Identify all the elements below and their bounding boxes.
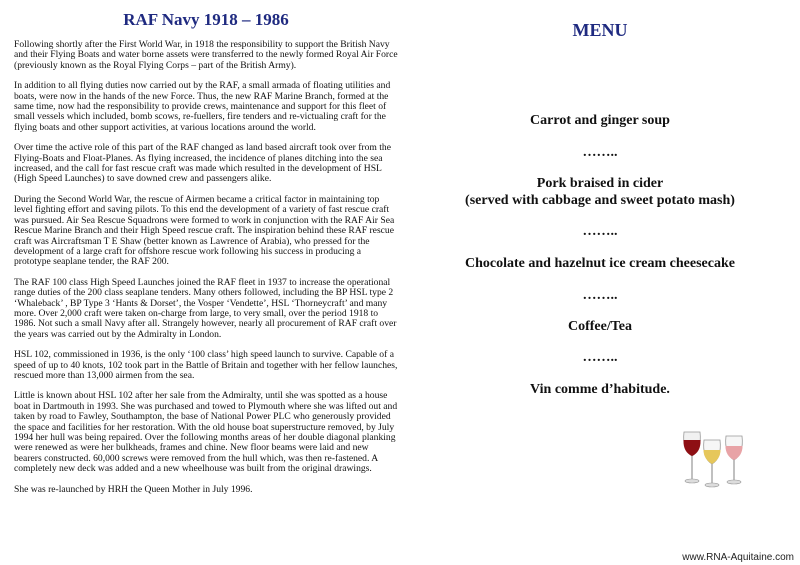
wine-glasses-icon	[680, 428, 748, 490]
menu-separator: ……..	[582, 288, 618, 303]
menu-item-starter: Carrot and ginger soup	[530, 113, 670, 128]
menu-item-dessert: Chocolate and hazelnut ice cream cheesecake	[465, 256, 735, 271]
article-paragraph: Little is known about HSL 102 after her sale from the Admiralty, until she was spotted as a house boat in Dartmouth in 1993. She was purchased and towed to Plymouth where she was lifted out and taken by road to Fawley, Southampton, the base of National Power PLC who generously provided the space and facilities for her restoration. With the old house boat superstructure removed, by July 1994 her hull was being repaired. Over the following months areas of her double diagonal planking were renewed as were her bulkheads, frames and chine. New floor beams were laid and new bearers constructed. 60,000 screws were removed from the hull which, was then re-fastened. A completely new deck was added and a new wheelhouse was built from the original drawings.	[14, 390, 398, 475]
article-paragraph: The RAF 100 class High Speed Launches joined the RAF fleet in 1937 to increase the operational range duties of the 200 class seaplane tenders. Many others followed, including the BP HSL type 2 ‘Whaleback’ , BP Type 3 ‘Hants & Dorset’, the Vosper ‘Vendette’, HSL ‘Thorneycraft’ and many more. Over 2,000 craft were taken on-charge from large, to very small, over the period 1918 to 1986. Not such a small Navy after all. Strangely however, nearly all procurement of RAF craft over the years was carried out by the Admiralty in London.	[14, 276, 397, 340]
menu-item-main: Pork braised in cider	[536, 176, 664, 191]
article-title: RAF Navy 1918 – 1986	[123, 10, 289, 29]
article-paragraph: In addition to all flying duties now carried out by the RAF, a small armada of floating utilities and boats, were now in the hands of the new Force. Thus, the new RAF Marine Branch, formed at the same time, now had the responsibility to provide crews, maintenance and support for this fleet of small vessels which included, bomb scows, re-fuellers, fire tenders and re-victualing craft for the flying boats and other support activities, at various locations around the world.	[14, 80, 391, 133]
menu-separator: ……..	[582, 350, 618, 365]
article-paragraph: She was re-launched by HRH the Queen Mother in July 1996.	[14, 483, 253, 495]
menu-separator: ……..	[582, 145, 618, 160]
article-paragraph: Following shortly after the First World War, in 1918 the responsibility to support the British Navy and their Flying Boats and water borne assets were transferred to the newly formed Royal Air Force (previously known as the Royal Flying Corps – part of the British Army).	[14, 39, 398, 71]
article-paragraph: During the Second World War, the rescue of Airmen became a critical factor in maintaining top level fighting effort and saving pilots. To this end the development of a variety of fast rescue craft was pursued. Air Sea Rescue Squadrons were formed to work in conjunction with the RAF Air Sea Rescue Marine Branch and their High Speed rescue craft. The inspiration behind these RAF rescue craft was Aircraftsman T E Shaw (better known as Lawrence of Arabia), who pressed for the development of a large craft for offshore rescue work following his success in producing a prototype seaplane tender, the RAF 200.	[14, 193, 395, 268]
menu-item-coffee: Coffee/Tea	[567, 319, 633, 334]
menu-title: MENU	[572, 20, 628, 40]
menu-item-main-detail: (served with cabbage and sweet potato mash)	[465, 193, 735, 208]
menu-item-wine: Vin comme d’habitude.	[530, 382, 670, 397]
menu-separator: ……..	[582, 224, 618, 239]
article-column	[14, 6, 398, 505]
article-paragraph: HSL 102, commissioned in 1936, is the only ‘100 class’ high speed launch to survive. Capable of a speed of up to 40 knots, 102 took part in the Battle of Britain and together with her fellow launches, rescued more than 13,000 airmen from the sea.	[14, 349, 398, 381]
footer-website: www.RNA-Aquitaine.com	[682, 552, 794, 563]
article-paragraph: Over time the active role of this part of the RAF changed as land based aircraft took over from the Flying-Boats and Float-Planes. As flying increased, the incidence of planes ditching into the sea increased, and the call for fast rescue craft was made which resulted in the development of HSL (High Speed Launches) to save downed crew and passengers alike.	[14, 142, 391, 185]
